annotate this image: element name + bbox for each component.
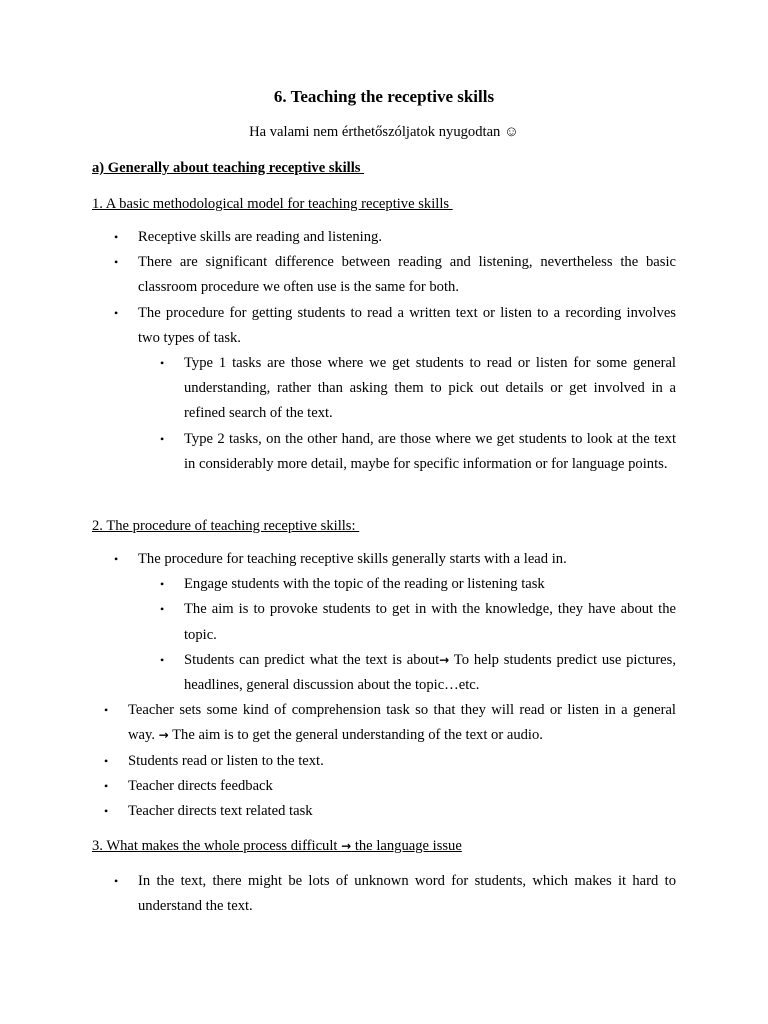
bullet-icon: •	[114, 552, 119, 566]
sub-list-item	[92, 648, 676, 698]
list-item-text: The aim is to get the general understanding of the text or audio.	[168, 727, 543, 744]
list-item-text: In the text, there might be lots of unknown word for students, which makes it hard to understand the text.	[138, 873, 676, 915]
list-item	[92, 749, 676, 774]
sub-list-item	[92, 572, 676, 597]
bullet-icon: •	[160, 431, 165, 446]
list-item-text: The procedure for teaching receptive skills generally starts with a lead in.	[138, 551, 567, 567]
bullet-icon: •	[104, 804, 109, 819]
bullet-icon: •	[104, 753, 109, 768]
list-item-text: Students can predict what the text is about	[184, 651, 440, 668]
bullet-icon: •	[160, 356, 165, 371]
section-a-heading: a) Generally about teaching receptive skills	[92, 160, 365, 176]
arrow-right-icon: →	[439, 652, 450, 667]
sub-list-item	[92, 597, 676, 647]
sub-list-item	[92, 351, 676, 427]
document-title: 6. Teaching the receptive skills	[273, 87, 495, 106]
list-item	[92, 250, 676, 300]
list-item-text: The aim is to provoke students to get in with the knowledge, they have about the topic.	[184, 601, 676, 643]
list-item-text: Type 2 tasks, on the other hand, are those where we get students to look at the text in considerably more detail, maybe for specific information or for language points.	[184, 430, 676, 472]
list-item	[92, 799, 676, 824]
bullet-icon: •	[160, 602, 165, 617]
list-item-text: Teacher directs feedback	[128, 777, 273, 794]
list-item-text: Type 1 tasks are those where we get students to read or listen for some general understanding, rather than asking them to pick out details or get involved in a refined search of the text.	[184, 355, 676, 422]
list-item	[92, 774, 676, 799]
list-item	[92, 301, 676, 351]
section-2-heading: 2. The procedure of teaching receptive skills:	[92, 518, 360, 534]
section-3-heading	[92, 836, 462, 856]
list-item-text: To help students predict use pictures, headlines, general discussion about the topic…etc.	[184, 651, 676, 694]
bullet-icon: •	[114, 874, 119, 888]
document-subtitle: Ha valami nem érthetőszóljatok nyugodtan ☺	[249, 124, 519, 140]
bullet-icon: •	[160, 652, 165, 667]
list-item	[92, 869, 676, 919]
section-1-list	[92, 225, 676, 477]
section-3-heading-text: the language issue	[351, 838, 462, 854]
list-item-text: Teacher sets some kind of comprehension task so that they will read or listen in a general way.	[128, 702, 676, 744]
section-1-heading: 1. A basic methodological model for teaching receptive skills	[92, 196, 453, 212]
arrow-right-icon: →	[341, 839, 352, 853]
list-item-text: Receptive skills are reading and listening.	[138, 229, 382, 245]
bullet-icon: •	[114, 230, 119, 244]
bullet-icon: •	[160, 577, 165, 592]
bullet-icon: •	[104, 778, 109, 793]
list-item	[92, 225, 676, 250]
list-item-text: There are significant difference between reading and listening, nevertheless the basic classroom procedure we often use is the same for both.	[138, 254, 676, 296]
list-item	[92, 698, 676, 748]
sub-list-item	[92, 427, 676, 477]
list-item-text: Engage students with the topic of the reading or listening task	[184, 576, 545, 593]
section-3-heading-text: 3. What makes the whole process difficult	[92, 838, 342, 854]
document-page	[92, 0, 676, 1024]
bullet-icon: •	[114, 255, 119, 270]
list-item-text: Students read or listen to the text.	[128, 752, 324, 769]
list-item-text: Teacher directs text related task	[128, 803, 313, 820]
section-2-list	[92, 547, 676, 824]
bullet-icon: •	[104, 703, 109, 718]
bullet-icon: •	[114, 305, 119, 320]
list-item-text: The procedure for getting students to read a written text or listen to a recording involves two types of task.	[138, 304, 676, 346]
section-3-list	[92, 869, 676, 919]
arrow-right-icon: →	[158, 728, 169, 743]
list-item	[92, 547, 676, 572]
